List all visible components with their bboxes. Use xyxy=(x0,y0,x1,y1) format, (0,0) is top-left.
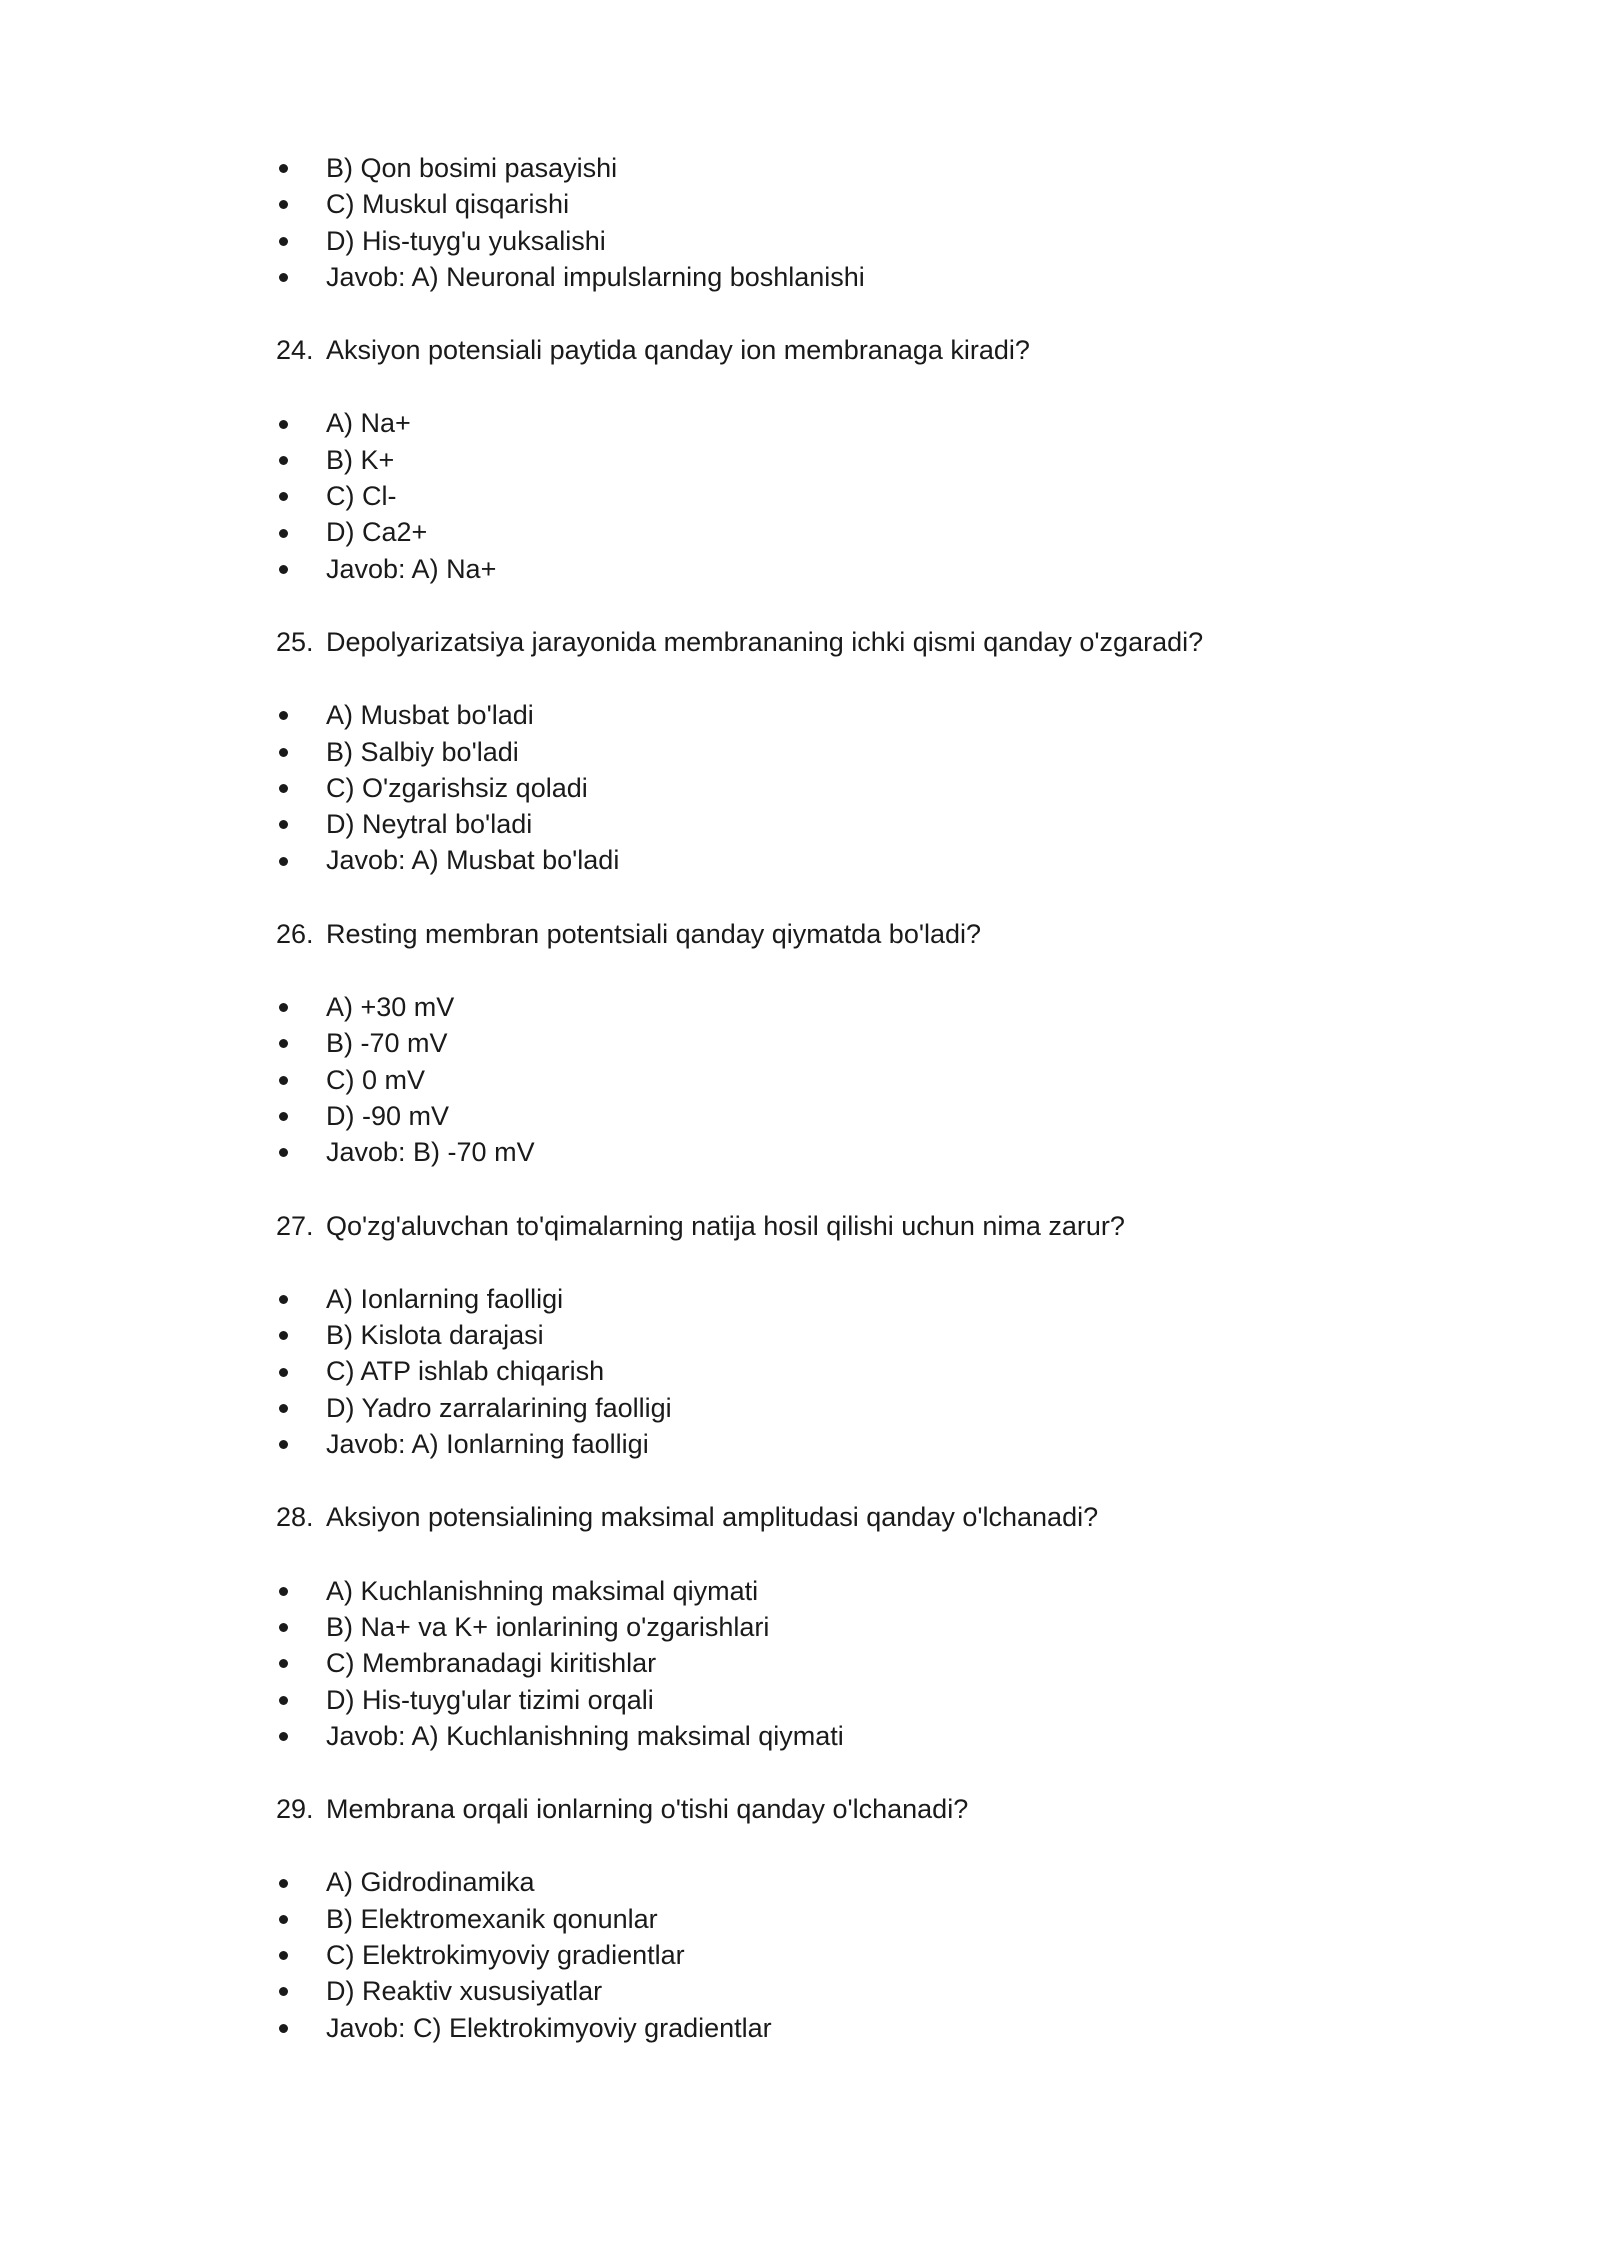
list-item xyxy=(276,697,1336,733)
bullet-icon xyxy=(279,1404,288,1413)
list-item xyxy=(276,1353,1336,1389)
question-number: 26. xyxy=(276,918,314,949)
answer-text: Javob: C) Elektrokimyoviy gradientlar xyxy=(326,2012,772,2043)
bullet-icon xyxy=(279,200,288,209)
intro-option-list xyxy=(276,150,1336,295)
list-item xyxy=(276,1682,1336,1718)
answer-text: Javob: A) Kuchlanishning maksimal qiymati xyxy=(326,1720,844,1751)
option-text: D) Ca2+ xyxy=(326,517,428,548)
option-list xyxy=(276,989,1336,1170)
answer-text: Javob: A) Neuronal impulslarning boshlanishi xyxy=(326,261,865,292)
list-item xyxy=(276,150,1336,186)
bullet-icon xyxy=(279,1696,288,1705)
list-item xyxy=(276,1864,1336,1900)
bullet-icon xyxy=(279,1587,288,1596)
bullet-icon xyxy=(279,456,288,465)
option-text: C) Muskul qisqarishi xyxy=(326,189,570,220)
option-text: A) Na+ xyxy=(326,408,411,439)
question-block-25 xyxy=(276,624,1336,879)
list-item xyxy=(276,806,1336,842)
answer-text: Javob: A) Musbat bo'ladi xyxy=(326,845,620,876)
bullet-icon xyxy=(279,1440,288,1449)
question-block-26 xyxy=(276,916,1336,1171)
list-item xyxy=(276,1025,1336,1061)
bullet-icon xyxy=(279,2024,288,2033)
question-text: Aksiyon potensialining maksimal amplitudasi qanday o'lchanadi? xyxy=(326,1502,1099,1533)
bullet-icon xyxy=(279,1368,288,1377)
bullet-icon xyxy=(279,1076,288,1085)
option-text: D) -90 mV xyxy=(326,1100,450,1131)
question-text: Aksiyon potensiali paytida qanday ion membranaga kiradi? xyxy=(326,335,1030,366)
bullet-icon xyxy=(279,565,288,574)
option-text: C) 0 mV xyxy=(326,1064,426,1095)
list-item xyxy=(276,1062,1336,1098)
option-text: D) His-tuyg'u yuksalishi xyxy=(326,225,606,256)
bullet-icon xyxy=(279,1879,288,1888)
question-text: Membrana orqali ionlarning o'tishi qanday o'lchanadi? xyxy=(326,1794,969,1825)
option-text: B) Elektromexanik qonunlar xyxy=(326,1903,658,1934)
bullet-icon xyxy=(279,1003,288,1012)
list-item xyxy=(276,1937,1336,1973)
bullet-icon xyxy=(279,1295,288,1304)
question-block-24 xyxy=(276,332,1336,587)
option-text: B) Salbiy bo'ladi xyxy=(326,736,519,767)
list-item xyxy=(276,989,1336,1025)
list-item xyxy=(276,442,1336,478)
list-item xyxy=(276,1645,1336,1681)
bullet-icon xyxy=(279,1732,288,1741)
option-text: B) K+ xyxy=(326,444,395,475)
bullet-icon xyxy=(279,1112,288,1121)
bullet-icon xyxy=(279,420,288,429)
option-text: A) Kuchlanishning maksimal qiymati xyxy=(326,1575,759,1606)
option-text: D) Reaktiv xususiyatlar xyxy=(326,1976,603,2007)
bullet-icon xyxy=(279,1148,288,1157)
bullet-icon xyxy=(279,1915,288,1924)
answer-text: Javob: A) Ionlarning faolligi xyxy=(326,1429,649,1460)
option-text: B) Kislota darajasi xyxy=(326,1320,544,1351)
bullet-icon xyxy=(279,164,288,173)
question-block-27 xyxy=(276,1208,1336,1463)
question-number: 24. xyxy=(276,335,314,366)
option-text: A) +30 mV xyxy=(326,992,455,1023)
option-text: A) Musbat bo'ladi xyxy=(326,700,534,731)
option-list xyxy=(276,1573,1336,1754)
question-number: 27. xyxy=(276,1210,314,1241)
option-text: B) Na+ va K+ ionlarining o'zgarishlari xyxy=(326,1611,770,1642)
list-item xyxy=(276,1281,1336,1317)
option-text: C) Elektrokimyoviy gradientlar xyxy=(326,1939,685,1970)
bullet-icon xyxy=(279,237,288,246)
question-heading xyxy=(276,332,1336,368)
list-item xyxy=(276,842,1336,878)
question-heading xyxy=(276,1208,1336,1244)
option-text: D) His-tuyg'ular tizimi orqali xyxy=(326,1684,654,1715)
option-list xyxy=(276,697,1336,878)
option-text: A) Ionlarning faolligi xyxy=(326,1283,564,1314)
list-item xyxy=(276,405,1336,441)
answer-text: Javob: B) -70 mV xyxy=(326,1137,535,1168)
option-text: C) O'zgarishsiz qoladi xyxy=(326,772,588,803)
list-item xyxy=(276,514,1336,550)
bullet-icon xyxy=(279,1659,288,1668)
question-number: 29. xyxy=(276,1794,314,1825)
list-item xyxy=(276,1134,1336,1170)
bullet-icon xyxy=(279,1951,288,1960)
list-item xyxy=(276,551,1336,587)
list-item xyxy=(276,1098,1336,1134)
question-text: Resting membran potentsiali qanday qiymatda bo'ladi? xyxy=(326,918,982,949)
list-item xyxy=(276,770,1336,806)
option-text: B) -70 mV xyxy=(326,1028,448,1059)
list-item xyxy=(276,223,1336,259)
option-text: B) Qon bosimi pasayishi xyxy=(326,153,618,183)
option-text: D) Yadro zarralarining faolligi xyxy=(326,1392,672,1423)
bullet-icon xyxy=(279,857,288,866)
question-heading xyxy=(276,624,1336,660)
option-list xyxy=(276,1281,1336,1462)
list-item xyxy=(276,2010,1336,2046)
bullet-icon xyxy=(279,784,288,793)
question-block-28 xyxy=(276,1499,1336,1754)
list-item xyxy=(276,478,1336,514)
question-text: Qo'zg'aluvchan to'qimalarning natija hosil qilishi uchun nima zarur? xyxy=(326,1210,1125,1241)
option-text: C) Cl- xyxy=(326,481,397,512)
list-item xyxy=(276,1390,1336,1426)
option-text: C) ATP ishlab chiqarish xyxy=(326,1356,605,1387)
document-content xyxy=(276,150,1336,2046)
list-item xyxy=(276,1573,1336,1609)
bullet-icon xyxy=(279,820,288,829)
option-text: D) Neytral bo'ladi xyxy=(326,809,533,840)
question-heading xyxy=(276,1791,1336,1827)
option-text: A) Gidrodinamika xyxy=(326,1867,535,1898)
list-item xyxy=(276,1317,1336,1353)
list-item xyxy=(276,259,1336,295)
question-block-29 xyxy=(276,1791,1336,2046)
option-list xyxy=(276,405,1336,586)
bullet-icon xyxy=(279,1331,288,1340)
answer-text: Javob: A) Na+ xyxy=(326,553,497,584)
list-item xyxy=(276,1609,1336,1645)
bullet-icon xyxy=(279,1039,288,1048)
list-item xyxy=(276,1426,1336,1462)
bullet-icon xyxy=(279,711,288,720)
bullet-icon xyxy=(279,1987,288,1996)
list-item xyxy=(276,1901,1336,1937)
bullet-icon xyxy=(279,273,288,282)
option-text: C) Membranadagi kiritishlar xyxy=(326,1648,657,1679)
list-item xyxy=(276,1718,1336,1754)
question-text: Depolyarizatsiya jarayonida membrananing ichki qismi qanday o'zgaradi? xyxy=(326,626,1204,657)
list-item xyxy=(276,1973,1336,2009)
bullet-icon xyxy=(279,748,288,757)
question-number: 28. xyxy=(276,1502,314,1533)
bullet-icon xyxy=(279,529,288,538)
question-heading xyxy=(276,1499,1336,1535)
bullet-icon xyxy=(279,492,288,501)
question-number: 25. xyxy=(276,626,314,657)
bullet-icon xyxy=(279,1623,288,1632)
question-heading xyxy=(276,916,1336,952)
option-list xyxy=(276,1864,1336,2045)
list-item xyxy=(276,186,1336,222)
list-item xyxy=(276,734,1336,770)
